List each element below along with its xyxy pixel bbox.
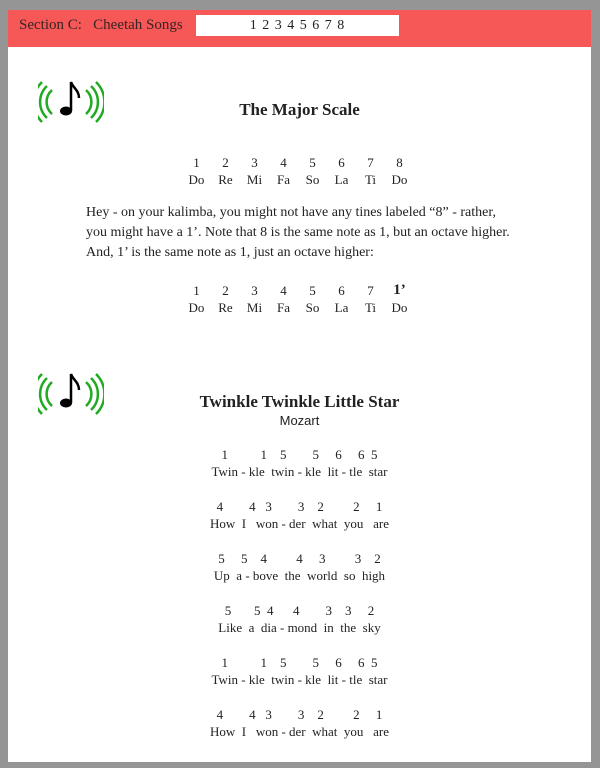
song-line bbox=[8, 550, 591, 584]
note-number: 7 bbox=[367, 283, 374, 298]
solfege: Do bbox=[391, 172, 408, 187]
song-line bbox=[8, 602, 591, 636]
tine-numbers-field[interactable]: 1 2 3 4 5 6 7 8 bbox=[196, 15, 399, 36]
solfege: Fa bbox=[277, 300, 290, 315]
solfege: Fa bbox=[277, 172, 290, 187]
lyrics: How I won - der what you are bbox=[209, 516, 390, 531]
lyrics: Twin - kle twin - kle lit - tle star bbox=[211, 672, 388, 687]
solfege: Do bbox=[391, 300, 408, 315]
solfege: Re bbox=[218, 300, 233, 315]
lyrics: Like a dia - mond in the sky bbox=[218, 620, 381, 635]
note-number: 5 bbox=[309, 155, 316, 170]
solfege: Mi bbox=[246, 172, 263, 187]
note-numbers: 4 4 3 3 2 2 1 bbox=[216, 707, 383, 722]
solfege: Mi bbox=[246, 300, 263, 315]
note-number: 1 bbox=[193, 283, 200, 298]
note-number: 6 bbox=[338, 283, 345, 298]
solfege: Ti bbox=[364, 300, 377, 315]
scale-table-1 bbox=[182, 154, 414, 188]
note-number: 4 bbox=[280, 283, 287, 298]
solfege: Ti bbox=[364, 172, 377, 187]
note-number: 6 bbox=[338, 155, 345, 170]
scale-title: The Major Scale bbox=[239, 100, 360, 119]
solfege: So bbox=[305, 172, 320, 187]
song-line bbox=[8, 654, 591, 688]
note-number: 2 bbox=[222, 283, 229, 298]
note-number: 4 bbox=[280, 155, 287, 170]
note-number: 3 bbox=[251, 283, 258, 298]
note-number: 3 bbox=[251, 155, 258, 170]
solfege: Re bbox=[218, 172, 233, 187]
note-number: 8 bbox=[396, 155, 403, 170]
note-numbers: 4 4 3 3 2 2 1 bbox=[216, 499, 383, 514]
scale-table-2 bbox=[182, 282, 414, 316]
note-number: 1’ bbox=[393, 282, 406, 298]
page bbox=[8, 10, 591, 762]
solfege: So bbox=[305, 300, 320, 315]
lyrics: Up a - bove the world so high bbox=[213, 568, 386, 583]
note-number: 2 bbox=[222, 155, 229, 170]
explanation-paragraph: Hey - on your kalimba, you might not have any tines labeled “8” - rather, you might have a 1’. Note that 8 is the same note as 1, but an octave higher. And, 1’ is the same note as 1, just an octave higher: bbox=[86, 205, 510, 260]
section-title: Section C: Cheetah Songs bbox=[19, 17, 183, 33]
solfege: Do bbox=[188, 172, 205, 187]
song-line bbox=[8, 446, 591, 480]
note-numbers: 5 5 4 4 3 3 2 bbox=[218, 551, 381, 566]
note-number: 5 bbox=[309, 283, 316, 298]
solfege: Do bbox=[188, 300, 205, 315]
note-number: 7 bbox=[367, 155, 374, 170]
header-bar bbox=[8, 10, 591, 47]
lyrics: Twin - kle twin - kle lit - tle star bbox=[211, 464, 388, 479]
note-numbers: 5 5 4 4 3 3 2 bbox=[224, 603, 375, 618]
note-numbers: 1 1 5 5 6 6 5 bbox=[221, 447, 378, 462]
song-line bbox=[8, 498, 591, 532]
song-composer: Mozart bbox=[279, 413, 320, 428]
note-numbers: 1 1 5 5 6 6 5 bbox=[221, 655, 378, 670]
solfege: La bbox=[334, 300, 349, 315]
lyrics: How I won - der what you are bbox=[209, 724, 390, 739]
song-title: Twinkle Twinkle Little Star bbox=[199, 392, 400, 411]
note-number: 1 bbox=[193, 155, 200, 170]
solfege: La bbox=[334, 172, 349, 187]
song-line bbox=[8, 706, 591, 740]
